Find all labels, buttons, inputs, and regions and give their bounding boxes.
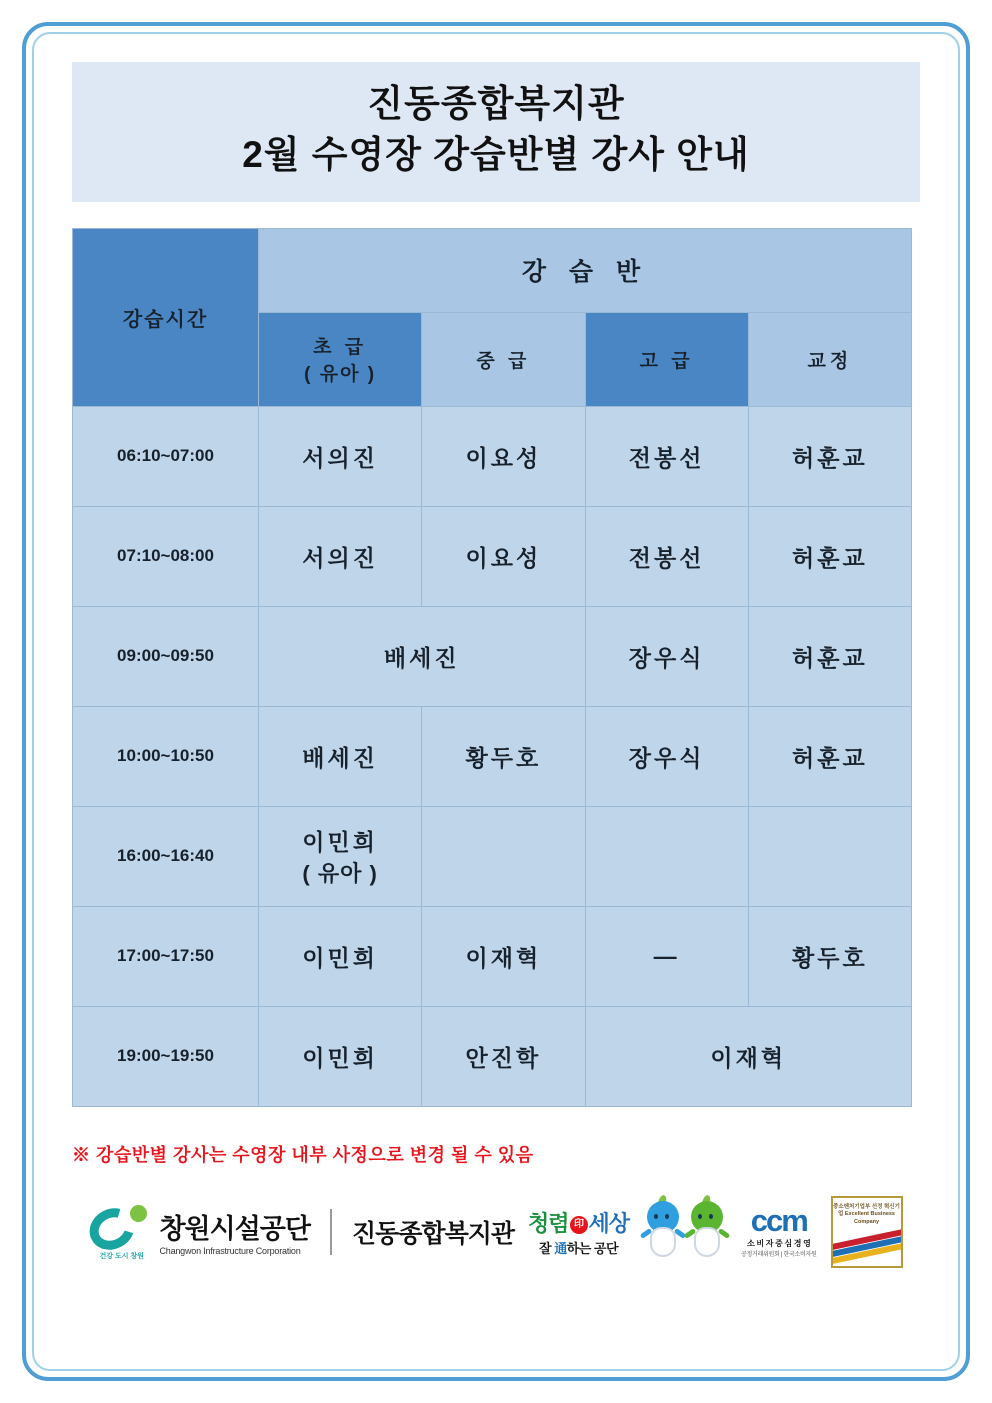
row-cell-beginner: 이민희 bbox=[259, 906, 422, 1006]
changwon-infrastructure-logo bbox=[89, 1203, 310, 1261]
clean-slogan-line2 bbox=[528, 1238, 629, 1257]
column-header-beginner-sub: ( 유아 ) bbox=[304, 364, 377, 386]
column-header-advanced: 고 급 bbox=[585, 312, 748, 406]
corp-mark-icon bbox=[89, 1203, 151, 1261]
row-cell-advanced bbox=[585, 806, 748, 906]
corp-name-block bbox=[159, 1207, 310, 1256]
row-cell-intermediate: 이재혁 bbox=[422, 906, 585, 1006]
page-title-line1: 진동종합복지관 bbox=[367, 83, 625, 124]
row-time: 16:00~16:40 bbox=[73, 806, 259, 906]
table-row bbox=[73, 1006, 912, 1106]
mascot-eye-right bbox=[665, 1214, 669, 1219]
column-header-beginner-label: 초 급 bbox=[313, 337, 368, 359]
table-row bbox=[73, 506, 912, 606]
footnote: ※ 강습반별 강사는 수영장 내부 사정으로 변경 될 수 있음 bbox=[72, 1144, 534, 1165]
column-header-intermediate: 중 급 bbox=[422, 312, 585, 406]
ccm-wordmark: ccm bbox=[750, 1203, 807, 1239]
column-header-time: 강습시간 bbox=[73, 228, 259, 406]
clean-slogan-line2-a: 잘 bbox=[539, 1240, 555, 1256]
table-row bbox=[73, 706, 912, 806]
column-header-beginner bbox=[259, 312, 422, 406]
footer-divider bbox=[330, 1209, 332, 1255]
row-cell-advanced: 장우식 bbox=[585, 606, 748, 706]
footer-logos bbox=[72, 1189, 920, 1275]
row-cell-beginner: 서의진 bbox=[259, 506, 422, 606]
ccm-authority: 공정거래위원회 | 한국소비자원 bbox=[741, 1252, 817, 1259]
row-cell-advanced: 전봉선 bbox=[585, 406, 748, 506]
row-time: 17:00~17:50 bbox=[73, 906, 259, 1006]
table-row bbox=[73, 606, 912, 706]
row-cell-correction: 허훈교 bbox=[748, 406, 911, 506]
row-cell-beginner-intermediate-merged: 배세진 bbox=[259, 606, 586, 706]
column-header-group: 강 습 반 bbox=[259, 228, 912, 312]
branch-name: 진동종합복지관 bbox=[351, 1219, 515, 1248]
row-cell-correction: 황두호 bbox=[748, 906, 911, 1006]
row-cell-advanced: 전봉선 bbox=[585, 506, 748, 606]
column-header-correction: 교정 bbox=[748, 312, 911, 406]
row-time: 19:00~19:50 bbox=[73, 1006, 259, 1106]
mascot-body bbox=[650, 1227, 676, 1257]
row-cell-intermediate: 이요성 bbox=[422, 506, 585, 606]
mascot-eye-left bbox=[698, 1214, 702, 1219]
poster-content bbox=[72, 62, 920, 1275]
page-title-line2: 2월 수영장 강습반별 강사 안내 bbox=[242, 133, 750, 175]
schedule-table bbox=[72, 228, 912, 1107]
table-row bbox=[73, 406, 912, 506]
corp-mark-caption: 건강 도시 창원 bbox=[99, 1252, 144, 1260]
row-time: 09:00~09:50 bbox=[73, 606, 259, 706]
table-row bbox=[73, 806, 912, 906]
row-cell-correction: 허훈교 bbox=[748, 706, 911, 806]
clean-slogan-line2-c: 하는 공단 bbox=[566, 1240, 619, 1256]
row-cell-advanced: 장우식 bbox=[585, 706, 748, 806]
row-cell-beginner-sub: ( 유아 ) bbox=[302, 861, 378, 887]
ccm-logo bbox=[741, 1205, 816, 1258]
award-emblem bbox=[831, 1196, 903, 1268]
title-band bbox=[72, 62, 920, 202]
row-cell-beginner: 서의진 bbox=[259, 406, 422, 506]
row-time: 10:00~10:50 bbox=[73, 706, 259, 806]
clean-slogan-line2-b: 通 bbox=[554, 1240, 567, 1256]
table-row bbox=[73, 906, 912, 1006]
green-dot-icon bbox=[130, 1205, 147, 1222]
row-cell-intermediate: 이요성 bbox=[422, 406, 585, 506]
mascot-eye-right bbox=[709, 1214, 713, 1219]
row-cell-correction: 허훈교 bbox=[748, 506, 911, 606]
mascot-eye-left bbox=[654, 1214, 658, 1219]
corp-name-kr: 창원시설공단 bbox=[159, 1214, 310, 1245]
row-cell-beginner-label: 이민희 bbox=[302, 829, 378, 856]
mascot-group bbox=[643, 1201, 727, 1263]
clean-slogan-line1 bbox=[528, 1207, 629, 1238]
mascot-green-icon bbox=[687, 1201, 727, 1263]
seal-icon: 印 bbox=[570, 1216, 588, 1234]
clean-slogan-word-clean: 청렴 bbox=[528, 1210, 569, 1236]
row-cell-beginner bbox=[259, 806, 422, 906]
row-cell-correction: 허훈교 bbox=[748, 606, 911, 706]
row-cell-intermediate bbox=[422, 806, 585, 906]
clean-slogan-logo bbox=[528, 1207, 629, 1257]
ccm-subtitle: 소 비 자 중 심 경 영 bbox=[747, 1239, 811, 1249]
table-header-row-1 bbox=[73, 228, 912, 312]
corp-name-en: Changwon Infrastructure Corporation bbox=[159, 1246, 301, 1257]
row-cell-beginner: 배세진 bbox=[259, 706, 422, 806]
mascot-blue-icon bbox=[643, 1201, 683, 1263]
row-time: 07:10~08:00 bbox=[73, 506, 259, 606]
mascot-body bbox=[694, 1227, 720, 1257]
award-emblem-text: 중소벤처기업부 선정 혁신기업 Excellent Business Company bbox=[833, 1203, 900, 1225]
row-cell-beginner: 이민희 bbox=[259, 1006, 422, 1106]
row-cell-advanced: ― bbox=[585, 906, 748, 1006]
row-cell-intermediate: 황두호 bbox=[422, 706, 585, 806]
row-cell-correction bbox=[748, 806, 911, 906]
clean-slogan-word-world: 세상 bbox=[588, 1210, 630, 1236]
row-cell-advanced-correction-merged: 이재혁 bbox=[585, 1006, 912, 1106]
row-cell-intermediate: 안진학 bbox=[422, 1006, 585, 1106]
row-time: 06:10~07:00 bbox=[73, 406, 259, 506]
award-ribbon-icon bbox=[831, 1236, 903, 1262]
